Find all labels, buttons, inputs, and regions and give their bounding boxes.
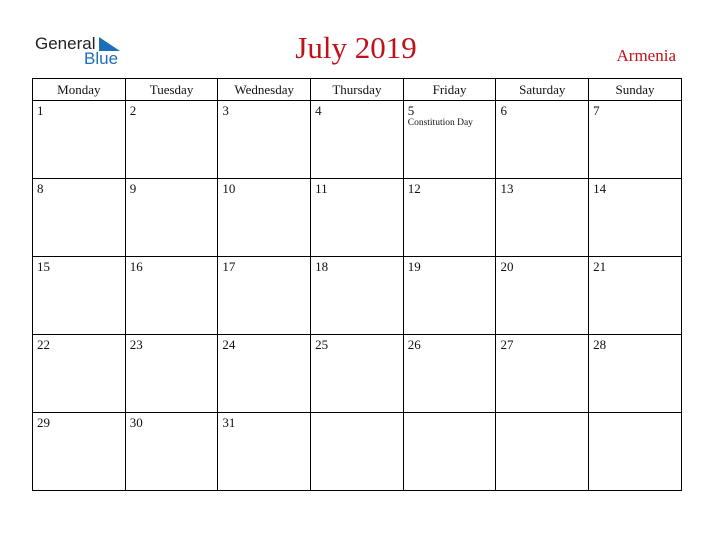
day-number: 16 [129,259,143,274]
day-cell [496,179,589,257]
day-number: 3 [222,103,229,118]
day-cell [218,101,311,179]
day-number: 27 [500,337,514,352]
weekday-header: Thursday [311,79,404,101]
day-number: 26 [407,337,421,352]
day-cell [33,413,126,491]
day-number: 18 [315,259,329,274]
day-number: 28 [593,337,607,352]
day-cell [311,257,404,335]
weekday-header: Monday [33,79,126,101]
week-row [33,413,682,491]
day-number: 29 [37,415,50,430]
day-cell [33,101,126,179]
day-number: 25 [315,337,329,352]
day-number: 8 [37,181,44,196]
weekday-header: Sunday [589,79,682,101]
day-cell [589,257,682,335]
week-row [33,335,682,413]
calendar-grid [32,78,682,491]
day-number: 1 [37,103,44,118]
country-label: Armenia [616,46,676,65]
weekday-header-row [33,79,682,101]
day-cell [218,413,311,491]
day-cell [125,335,218,413]
day-number: 11 [315,181,328,196]
day-cell [125,179,218,257]
day-number: 5 [407,103,415,118]
day-cell [403,101,496,179]
day-cell [311,335,404,413]
day-number: 10 [222,181,236,196]
day-cell [496,413,589,491]
week-row [33,257,682,335]
day-cell [311,413,404,491]
weekday-header: Saturday [496,79,589,101]
day-number: 22 [37,337,50,352]
day-number: 4 [315,103,322,118]
day-number: 2 [129,103,137,118]
day-cell [33,335,126,413]
day-cell [218,179,311,257]
day-cell [589,179,682,257]
day-number: 12 [407,181,421,196]
day-number: 30 [129,415,143,430]
day-cell [311,101,404,179]
day-cell [33,257,126,335]
page-title: July 2019 [295,30,417,65]
weekday-header: Friday [403,79,496,101]
day-number: 24 [222,337,236,352]
day-number: 9 [129,181,137,196]
day-number: 23 [129,337,143,352]
day-number: 13 [500,181,514,196]
day-cell [403,335,496,413]
day-cell [403,257,496,335]
day-cell [218,335,311,413]
day-cell [311,179,404,257]
day-number: 15 [37,259,50,274]
weekday-header: Wednesday [218,79,311,101]
day-cell [403,413,496,491]
week-row [33,179,682,257]
day-cell [496,101,589,179]
day-number: 7 [593,103,600,118]
day-cell [589,101,682,179]
day-cell [125,257,218,335]
week-row [33,101,682,179]
holiday-label: Constitution Day [407,118,473,128]
day-cell [125,413,218,491]
day-number: 20 [500,259,514,274]
logo-general-text: General [35,34,96,53]
day-number: 17 [222,259,236,274]
day-cell [496,257,589,335]
day-cell [125,101,218,179]
day-number: 6 [500,103,507,118]
day-number: 14 [593,181,607,196]
day-number: 19 [407,259,421,274]
day-cell [589,335,682,413]
day-cell [589,413,682,491]
day-cell [403,179,496,257]
day-cell [218,257,311,335]
day-number: 31 [222,415,236,430]
weekday-header: Tuesday [125,79,218,101]
day-cell [33,179,126,257]
logo-blue-text: Blue [84,49,119,68]
day-cell [496,335,589,413]
day-number: 21 [593,259,607,274]
